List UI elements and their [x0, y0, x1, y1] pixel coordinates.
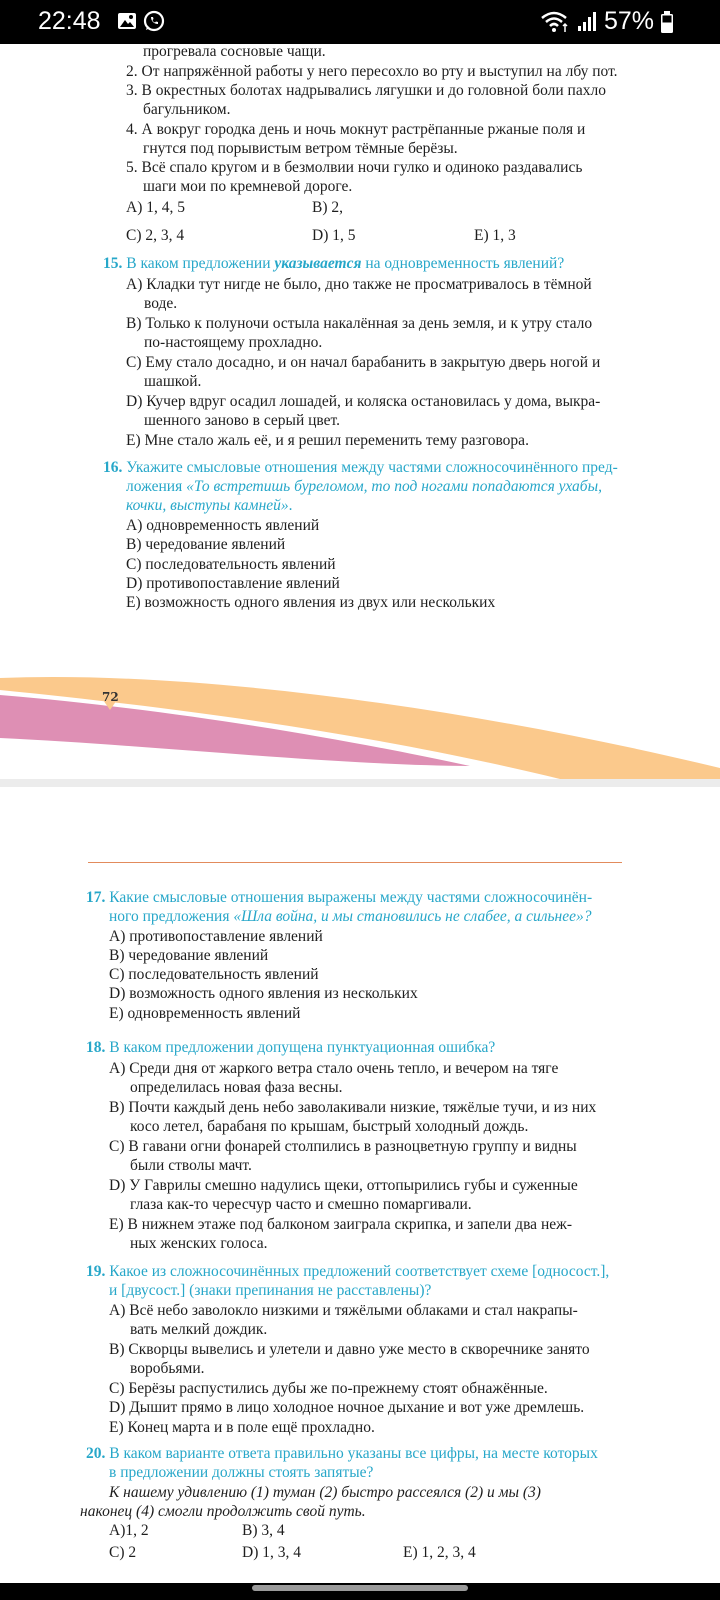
- q17-question-line-2: [109, 907, 592, 926]
- q14-sentence-4-line-1: 4. А вокруг городка день и ночь мокнут растрёпанные ржаные поля и: [126, 121, 586, 138]
- q17-option-b: B) чередование явлений: [109, 947, 269, 964]
- q19-option-a-line-1: A) Всё небо заволокло низкими и тяжёлыми облаками и стал накрапы-: [109, 1302, 578, 1319]
- q16-question-line-2: [126, 477, 602, 496]
- q17-question-text: Какие смысловые отношения выражены между частями сложносочинён-: [109, 889, 593, 906]
- q17-question-line-1: [86, 888, 592, 907]
- q17-number: 17.: [86, 889, 106, 906]
- q16-quote-2: кочки, выступы камней»: [126, 497, 289, 514]
- q14-sentence-5-line-2: шаги мои по кремневой дороге.: [143, 178, 353, 195]
- q16-option-b: B) чередование явлений: [126, 536, 286, 553]
- battery-icon: [660, 10, 674, 34]
- q18-option-a-line-2: определилась новая фаза весны.: [130, 1079, 343, 1096]
- q18-option-d-line-2: глаза как-то чересчур часто и смешно помаргивали.: [130, 1196, 472, 1213]
- q18-number: 18.: [86, 1039, 106, 1056]
- q14-sentence-3-line-1: 3. В окрестных болотах надрывались лягушки и до головной боли пахло: [126, 82, 606, 99]
- q14-sentence-2: 2. От напряжённой работы у него пересохло во рту и выступил на лбу пот.: [126, 63, 618, 80]
- home-gesture-handle[interactable]: [252, 1585, 468, 1591]
- q16-option-e: E) возможность одного явления из двух или нескольких: [126, 594, 496, 611]
- q18-option-e-line-2: ных женских голоса.: [130, 1235, 268, 1252]
- q20-question-line-2: в предложении должны стоять запятые?: [109, 1464, 374, 1481]
- clock: 22:48: [38, 7, 101, 35]
- q20-sentence-line-1: К нашему удивлению (1) туман (2) быстро рассеялся (2) и мы (3): [109, 1484, 541, 1501]
- q16-question-text: Укажите смысловые отношения между частями сложносочинённого пред-: [126, 459, 618, 476]
- q15-option-e: E) Мне стало жаль её, и я решил переменить тему разговора.: [126, 432, 529, 449]
- page-separator: [0, 779, 720, 787]
- q15-option-c-line-2: шашкой.: [144, 373, 202, 390]
- q14-option-c: C) 2, 3, 4: [126, 227, 185, 244]
- q14-sentence-4-line-2: гнутся под порывистым ветром тёмные берёзы.: [143, 140, 458, 157]
- q20-option-b: B) 3, 4: [242, 1522, 285, 1539]
- q20-option-a: A)1, 2: [109, 1522, 149, 1539]
- q17-option-e: E) одновременность явлений: [109, 1005, 301, 1022]
- q16-option-d: D) противопоставление явлений: [126, 575, 340, 592]
- q14-option-d: D) 1, 5: [312, 227, 356, 244]
- wifi-icon: [540, 10, 570, 34]
- q14-option-b: B) 2,: [312, 199, 343, 216]
- signal-icon: [576, 11, 598, 33]
- q18-question: [86, 1038, 495, 1057]
- q18-option-e-line-1: E) В нижнем этаже под балконом заиграла скрипка, и запели два неж-: [109, 1216, 572, 1233]
- gallery-icon: [116, 10, 138, 32]
- q15-option-b-line-1: B) Только к полуночи остыла накалённая за день земля, и к утру стало: [126, 315, 593, 332]
- q15-option-a-line-2: воде.: [144, 295, 178, 312]
- q16-question-end: .: [288, 497, 293, 514]
- q20-option-d: D) 1, 3, 4: [242, 1544, 301, 1561]
- q15-question-text: В каком предложении: [126, 255, 275, 272]
- navigation-bar: [0, 1583, 720, 1600]
- q16-question-line-1: [103, 458, 618, 477]
- q19-option-a-line-2: вать мелкий дождик.: [130, 1321, 268, 1338]
- q20-number: 20.: [86, 1445, 106, 1462]
- whatsapp-icon: [142, 9, 166, 33]
- q19-number: 19.: [86, 1263, 106, 1280]
- q15-question: [103, 254, 564, 273]
- q20-sentence-line-2: наконец (4) смогли продолжить свой путь.: [80, 1503, 366, 1520]
- q15-option-d-line-1: D) Кучер вдруг осадил лошадей, и коляска остановилась у дома, выкра-: [126, 393, 601, 410]
- q19-option-b-line-2: воробьями.: [130, 1360, 205, 1377]
- q16-option-c: C) последовательность явлений: [126, 556, 336, 573]
- q15-question-emphasis: указывается: [274, 255, 362, 272]
- q19-option-e: E) Конец марта и в поле ещё прохладно.: [109, 1419, 375, 1436]
- q18-option-a-line-1: A) Среди дня от жаркого ветра стало очень тепло, и вечером на тяге: [109, 1060, 559, 1077]
- q17-quote: «Шла война, и мы становились не слабее, а сильнее»?: [233, 908, 592, 925]
- q17-option-a: A) противопоставление явлений: [109, 928, 323, 945]
- q14-sentence-1-tail: прогревала сосновые чащи.: [143, 43, 326, 60]
- q18-option-c-line-1: C) В гавани огни фонарей столпились в разноцветную группу и видны: [109, 1138, 577, 1155]
- q18-question-text: В каком предложении допущена пунктуационная ошибка?: [109, 1039, 496, 1056]
- header-rule: [88, 862, 622, 863]
- q16-option-a: A) одновременность явлений: [126, 517, 320, 534]
- q14-sentence-3-line-2: багульником.: [143, 101, 231, 118]
- q18-option-d-line-1: D) У Гаврилы смешно надулись щеки, оттопырились губы и суженные: [109, 1177, 578, 1194]
- page-footer-decoration: [0, 660, 720, 779]
- q20-option-c: C) 2: [109, 1544, 137, 1561]
- q19-option-b-line-1: B) Скворцы вывелись и улетели и давно уже место в скворечнике занято: [109, 1341, 590, 1358]
- q19-question-line-1: [86, 1262, 609, 1281]
- q16-question-line-3: [126, 496, 293, 515]
- page-number: 72: [102, 690, 119, 704]
- q14-option-a: A) 1, 4, 5: [126, 199, 185, 216]
- q20-question-text: В каком варианте ответа правильно указаны все цифры, на месте которых: [109, 1445, 598, 1462]
- q19-option-d: D) Дышит прямо в лицо холодное ночное дыхание и вот уже дремлешь.: [109, 1399, 585, 1416]
- q17-option-c: C) последовательность явлений: [109, 966, 319, 983]
- battery-percent: 57%: [603, 7, 654, 35]
- q15-question-text-end: на одновременность явлений?: [361, 255, 565, 272]
- q16-quote-1: «То встретишь буреломом, то под ногами попадаются ухабы,: [186, 478, 602, 495]
- q20-option-e: E) 1, 2, 3, 4: [403, 1544, 476, 1561]
- q18-option-c-line-2: были стволы мачт.: [130, 1157, 252, 1174]
- q19-question-line-2: и [двусост.] (знаки препинания не расставлены)?: [109, 1282, 432, 1299]
- q20-question-line-1: [86, 1444, 598, 1463]
- q19-question-text: Какое из сложносочинённых предложений соответствует схеме [односост.],: [109, 1263, 610, 1280]
- q15-option-d-line-2: шенного заново в серый цвет.: [144, 412, 340, 429]
- q15-option-b-line-2: по-настоящему прохладно.: [144, 334, 323, 351]
- q16-number: 16.: [103, 459, 123, 476]
- q18-option-b-line-2: косо летел, барабаня по крышам, быстрый холодный дождь.: [130, 1118, 529, 1135]
- q16-question-text-2: ложения: [126, 478, 187, 495]
- status-bar: [0, 0, 720, 44]
- q17-question-text-2: ного предложения: [109, 908, 234, 925]
- q19-option-c: C) Берёзы распустились дубы же по-прежнему стоят обнажённые.: [109, 1380, 548, 1397]
- q14-sentence-5-line-1: 5. Всё спало кругом и в безмолвии ночи гулко и одиноко раздавались: [126, 159, 583, 176]
- q18-option-b-line-1: B) Почти каждый день небо заволакивали низкие, тяжёлые тучи, и из них: [109, 1099, 597, 1116]
- q14-option-e: E) 1, 3: [474, 227, 516, 244]
- q17-option-d: D) возможность одного явления из нескольких: [109, 985, 418, 1002]
- q15-option-a-line-1: A) Кладки тут нигде не было, дно также не просматривалось в тёмной: [126, 276, 592, 293]
- q15-option-c-line-1: C) Ему стало досадно, и он начал барабанить в закрытую дверь ногой и: [126, 354, 601, 371]
- q15-number: 15.: [103, 255, 123, 272]
